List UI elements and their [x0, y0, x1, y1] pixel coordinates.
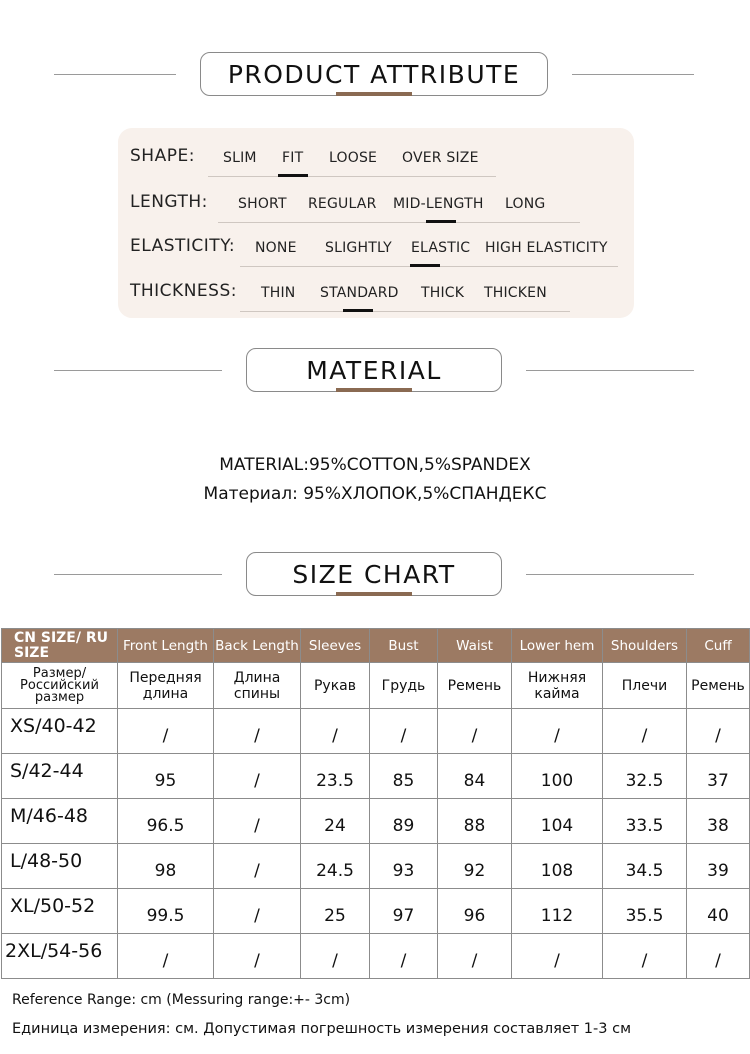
column-header-ru: Ремень — [687, 663, 750, 709]
title-accent-bar — [336, 592, 412, 596]
attr-option-over-size: OVER SIZE — [402, 150, 479, 166]
table-cell: 33.5 — [603, 799, 687, 844]
table-cell: / — [370, 709, 438, 754]
table-cell: 98 — [118, 844, 214, 889]
material-russian: Материал: 95%ХЛОПОК,5%СПАНДЕКС — [203, 484, 547, 504]
table-cell: 32.5 — [603, 754, 687, 799]
table-cell: 23.5 — [301, 754, 370, 799]
section-title-size-chart: SIZE CHART — [246, 552, 502, 596]
size-label-cell: XS/40-42 — [2, 709, 118, 754]
attr-option-none: NONE — [255, 240, 297, 256]
table-cell: / — [214, 889, 301, 934]
reference-range-english: Reference Range: cm (Messuring range:+- 3cm) — [12, 992, 351, 1008]
table-cell: 35.5 — [603, 889, 687, 934]
column-header: CN SIZE/ RU SIZE — [2, 629, 118, 663]
title-accent-bar — [336, 92, 412, 96]
column-header: Waist — [438, 629, 512, 663]
table-cell: 34.5 — [603, 844, 687, 889]
header-rule-left — [54, 370, 222, 371]
table-cell: / — [438, 709, 512, 754]
size-label-cell: S/42-44 — [2, 754, 118, 799]
attr-baseline — [218, 222, 580, 223]
column-header-ru: Передняя длина — [118, 663, 214, 709]
table-cell: 112 — [512, 889, 603, 934]
attr-selected-marker — [410, 264, 440, 267]
attr-option-standard: STANDARD — [320, 285, 399, 301]
attr-selected-marker — [343, 309, 373, 312]
column-header-ru: Плечи — [603, 663, 687, 709]
size-label-cell: L/48-50 — [2, 844, 118, 889]
column-header: Front Length — [118, 629, 214, 663]
table-cell: 100 — [512, 754, 603, 799]
table-cell: / — [687, 709, 750, 754]
attr-row-shape — [118, 142, 634, 172]
attr-label-length: LENGTH: — [130, 192, 208, 212]
attr-option-loose: LOOSE — [329, 150, 378, 166]
table-cell: 96 — [438, 889, 512, 934]
table-cell: 40 — [687, 889, 750, 934]
section-title-product-attribute: PRODUCT ATTRIBUTE — [200, 52, 548, 96]
table-row — [2, 889, 750, 934]
size-label-cell: 2XL/54-56 — [2, 934, 118, 979]
table-row — [2, 799, 750, 844]
column-header-ru: Ремень — [438, 663, 512, 709]
attr-option-thin: THIN — [261, 285, 296, 301]
attr-option-fit: FIT — [282, 150, 304, 166]
column-header: Lower hem — [512, 629, 603, 663]
header-rule-left — [54, 74, 176, 75]
attr-row-elasticity — [118, 232, 634, 262]
table-cell: 95 — [118, 754, 214, 799]
table-cell: 97 — [370, 889, 438, 934]
attr-option-thick: THICK — [421, 285, 465, 301]
section-header-product-attribute — [0, 52, 750, 100]
attr-row-length — [118, 188, 634, 218]
attr-option-slightly: SLIGHTLY — [325, 240, 392, 256]
table-cell: / — [603, 934, 687, 979]
table-cell: / — [214, 844, 301, 889]
material-english: MATERIAL:95%COTTON,5%SPANDEX — [219, 455, 531, 475]
column-header-ru: Длина спины — [214, 663, 301, 709]
table-cell: 37 — [687, 754, 750, 799]
header-rule-left — [54, 574, 222, 575]
table-cell: / — [512, 709, 603, 754]
column-header-ru: Рукав — [301, 663, 370, 709]
table-cell: / — [603, 709, 687, 754]
table-cell: / — [118, 709, 214, 754]
header-rule-right — [572, 74, 694, 75]
section-header-size-chart — [0, 552, 750, 600]
attr-label-elasticity: ELASTICITY: — [130, 236, 236, 256]
attr-option-mid-length: MID-LENGTH — [393, 196, 484, 212]
column-header-ru: Нижняя кайма — [512, 663, 603, 709]
table-cell: / — [438, 934, 512, 979]
table-cell: / — [687, 934, 750, 979]
section-header-material — [0, 348, 750, 396]
table-cell: 92 — [438, 844, 512, 889]
table-cell: 39 — [687, 844, 750, 889]
table-cell: 108 — [512, 844, 603, 889]
table-cell: / — [214, 799, 301, 844]
column-header-ru: Размер/ Российский размер — [2, 663, 118, 709]
table-row — [2, 934, 750, 979]
table-cell: / — [214, 934, 301, 979]
attr-baseline — [208, 176, 496, 177]
reference-range-russian: Единица измерения: см. Допустимая погрешность измерения составляет 1-3 см — [12, 1021, 632, 1037]
table-cell: / — [301, 709, 370, 754]
table-cell: 25 — [301, 889, 370, 934]
attr-option-slim: SLIM — [223, 150, 257, 166]
table-header-row-russian — [2, 663, 750, 709]
table-cell: 84 — [438, 754, 512, 799]
column-header-ru: Грудь — [370, 663, 438, 709]
column-header: Bust — [370, 629, 438, 663]
column-header: Cuff — [687, 629, 750, 663]
attr-label-thickness: THICKNESS: — [130, 281, 237, 301]
table-header-row-english — [2, 629, 750, 663]
attr-selected-marker — [426, 220, 456, 223]
table-cell: / — [370, 934, 438, 979]
section-title-material: MATERIAL — [246, 348, 502, 392]
table-cell: / — [118, 934, 214, 979]
size-label-cell: XL/50-52 — [2, 889, 118, 934]
size-label-cell: M/46-48 — [2, 799, 118, 844]
table-row — [2, 709, 750, 754]
column-header: Back Length — [214, 629, 301, 663]
table-cell: 96.5 — [118, 799, 214, 844]
table-cell: / — [214, 754, 301, 799]
title-accent-bar — [336, 388, 412, 392]
attr-baseline — [240, 311, 570, 312]
table-cell: / — [214, 709, 301, 754]
table-cell: 88 — [438, 799, 512, 844]
size-chart-table — [1, 628, 750, 979]
table-row — [2, 844, 750, 889]
attr-selected-marker — [278, 174, 308, 177]
table-cell: 24 — [301, 799, 370, 844]
table-row — [2, 754, 750, 799]
table-cell: 99.5 — [118, 889, 214, 934]
table-cell: / — [301, 934, 370, 979]
table-cell: 38 — [687, 799, 750, 844]
table-cell: / — [512, 934, 603, 979]
table-cell: 24.5 — [301, 844, 370, 889]
attr-option-high-elasticity: HIGH ELASTICITY — [485, 240, 608, 256]
attr-label-shape: SHAPE: — [130, 146, 195, 166]
column-header: Shoulders — [603, 629, 687, 663]
table-cell: 85 — [370, 754, 438, 799]
attr-option-long: LONG — [505, 196, 546, 212]
table-cell: 104 — [512, 799, 603, 844]
header-rule-right — [526, 370, 694, 371]
attr-option-thicken: THICKEN — [484, 285, 547, 301]
header-rule-right — [526, 574, 694, 575]
column-header: Sleeves — [301, 629, 370, 663]
attr-option-short: SHORT — [238, 196, 287, 212]
table-cell: 93 — [370, 844, 438, 889]
attr-row-thickness — [118, 277, 634, 307]
attr-option-regular: REGULAR — [308, 196, 377, 212]
attribute-panel — [118, 128, 634, 318]
attr-option-elastic: ELASTIC — [411, 240, 471, 256]
table-cell: 89 — [370, 799, 438, 844]
